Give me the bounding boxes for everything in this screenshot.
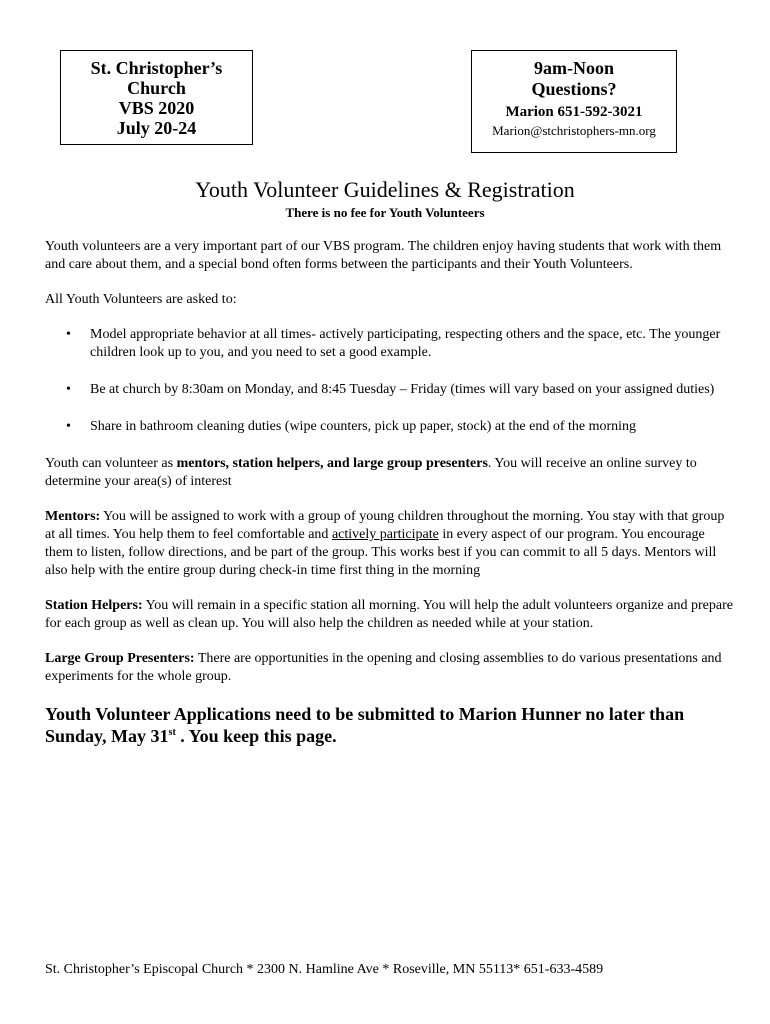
- document-body: [45, 238, 735, 764]
- church-name-line2: Church: [127, 78, 186, 98]
- mentors-text-after: in every aspect of our program. You encourage them to listen, follow directions, and be part of the group. This works best if you can commit to all 5 days. Mentors will also help with the entire group during check-in time first thing in the morning: [45, 527, 717, 578]
- mentors-text-before: You will be assigned to work with a group of young children throughout the morning. You stay with that group at all times. You help them to feel comfortable and: [45, 509, 725, 542]
- questions-label: Questions?: [531, 79, 617, 99]
- page-title: Youth Volunteer Guidelines & Registration: [195, 177, 575, 202]
- intro-paragraph: Youth volunteers are a very important part of our VBS program. The children enjoy having students that work with them and care about them, and a special bond often forms between the participants and their Youth Volunteers.: [45, 239, 722, 272]
- contact-info-box: [471, 50, 677, 153]
- vbs-time: 9am-Noon: [534, 58, 614, 78]
- deadline-sup: st: [168, 727, 176, 738]
- list-item: • Model appropriate behavior at all times- actively participating, respecting others and the space, etc. The younger children look up to you, and you need to set a good example.: [45, 326, 735, 362]
- roles-paragraph: [45, 455, 735, 491]
- church-name-line1: St. Christopher’s: [90, 58, 223, 78]
- deadline-notice: [45, 703, 735, 747]
- contact-email: Marion@stchristophers-mn.org: [492, 123, 656, 138]
- presenters-paragraph: [45, 650, 735, 686]
- page-subtitle: There is no fee for Youth Volunteers: [285, 205, 485, 220]
- roles-suffix: . You will receive an online survey to determine your area(s) of interest: [45, 456, 697, 489]
- station-helpers-label: Station Helpers:: [45, 598, 143, 613]
- contact-phone: Marion 651-592-3021: [505, 104, 643, 120]
- mentors-underlined: actively participate: [331, 527, 439, 542]
- list-item: • Share in bathroom cleaning duties (wipe counters, pick up paper, stock) at the end of the morning: [45, 418, 735, 436]
- vbs-info-box: [60, 50, 253, 145]
- vbs-dates: July 20-24: [116, 118, 197, 138]
- list-item: • Be at church by 8:30am on Monday, and 8:45 Tuesday – Friday (times will vary based on your assigned duties): [45, 381, 735, 399]
- presenters-text: There are opportunities in the opening and closing assemblies to do various presentations and experiments for the whole group.: [45, 651, 722, 684]
- roles-prefix: Youth can volunteer as: [45, 456, 177, 471]
- guidelines-list: [45, 326, 735, 436]
- deadline-text: Youth Volunteer Applications need to be submitted to Marion Hunner no later than Sunday, May 31: [45, 704, 685, 746]
- station-helpers-text: You will remain in a specific station all morning. You will help the adult volunteers organize and prepare for each group as well as clean up. You will also help the children as needed while at your station.: [45, 598, 733, 631]
- mentors-label: Mentors:: [45, 509, 101, 524]
- station-helpers-paragraph: [45, 597, 735, 633]
- asked-to-paragraph: All Youth Volunteers are asked to:: [45, 292, 237, 307]
- footer-address: St. Christopher’s Episcopal Church * 2300 N. Hamline Ave * Roseville, MN 55113* 651-633-4589: [45, 962, 604, 977]
- roles-list: mentors, station helpers, and large group presenters: [176, 456, 488, 471]
- vbs-year: VBS 2020: [118, 98, 195, 118]
- mentors-paragraph: [45, 508, 735, 580]
- deadline-tail: . You keep this page.: [175, 726, 337, 746]
- presenters-label: Large Group Presenters:: [45, 651, 195, 666]
